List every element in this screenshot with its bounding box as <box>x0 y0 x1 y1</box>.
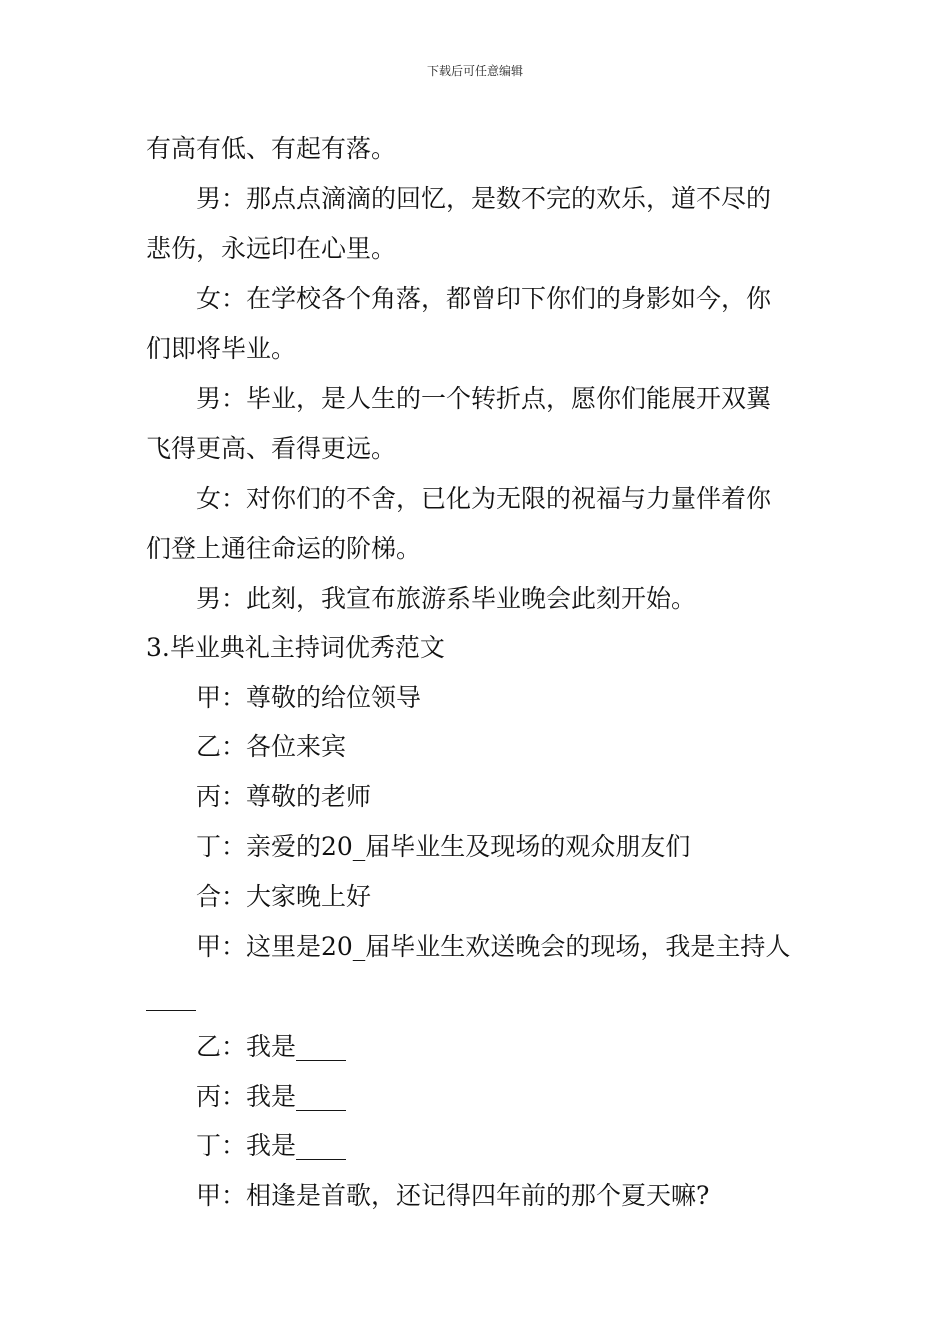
text-line: 丁：亲爱的20_届毕业生及现场的观众朋友们 <box>196 832 691 861</box>
text-line: 男：此刻，我宣布旅游系毕业晚会此刻开始。 <box>196 584 697 613</box>
text-line: 们即将毕业。 <box>146 334 297 363</box>
text-line: 男：那点点滴滴的回忆，是数不完的欢乐，道不尽的 <box>196 184 772 213</box>
text-line: 甲：这里是20_届毕业生欢送晚会的现场，我是主持人 <box>196 932 791 961</box>
text-line: 女：在学校各个角落，都曾印下你们的身影如今，你 <box>196 284 772 313</box>
text-line: 悲伤，永远印在心里。 <box>146 234 397 263</box>
text-line: 丙：我是____ <box>196 1082 347 1111</box>
section-heading: 3.毕业典礼主持词优秀范文 <box>146 633 445 662</box>
text-line: 有高有低、有起有落。 <box>146 134 397 163</box>
text-line: 乙：我是____ <box>196 1032 347 1061</box>
text-line: 丙：尊敬的老师 <box>196 782 372 811</box>
text-line: 乙：各位来宾 <box>196 732 347 761</box>
text-line: 男：毕业，是人生的一个转折点，愿你们能展开双翼 <box>196 384 772 413</box>
text-line: 甲：相逢是首歌，还记得四年前的那个夏天嘛? <box>196 1181 710 1210</box>
text-line: ____ <box>146 982 196 1011</box>
text-line: 甲：尊敬的给位领导 <box>196 683 422 712</box>
text-line: 飞得更高、看得更远。 <box>146 434 397 463</box>
page-header: 下载后可任意编辑 <box>426 64 523 78</box>
text-line: 丁：我是____ <box>196 1131 347 1160</box>
text-line: 合：大家晚上好 <box>196 882 372 911</box>
text-line: 们登上通往命运的阶梯。 <box>146 534 422 563</box>
text-line: 女：对你们的不舍，已化为无限的祝福与力量伴着你 <box>196 484 772 513</box>
